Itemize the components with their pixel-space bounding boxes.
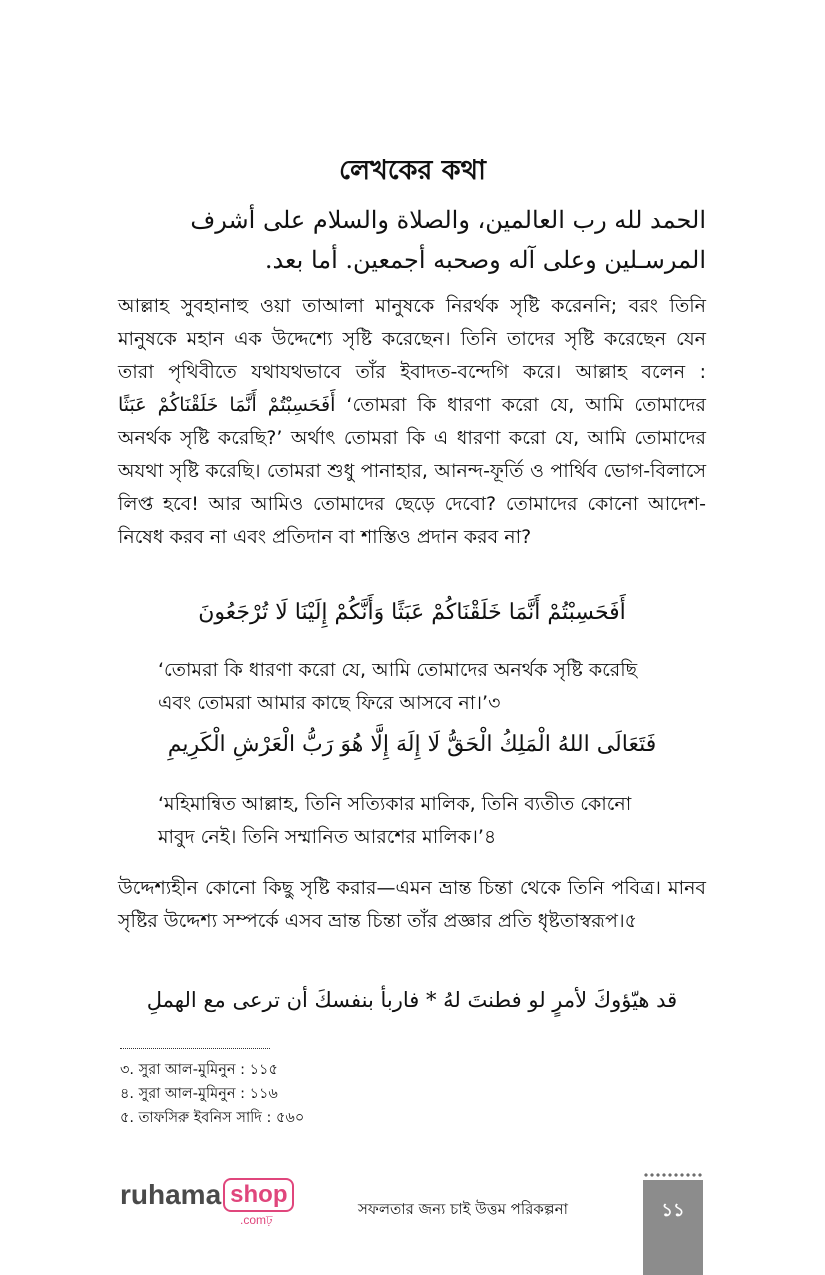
footnote-divider (120, 1048, 270, 1049)
quran-quote-2-arabic: فَتَعَالَى اللهُ الْمَلِكُ الْحَقُّ لَا إِلَهَ إِلَّا هُوَ رَبُّ الْعَرْشِ الْكَرِيمِ (167, 732, 657, 757)
footnotes (120, 1058, 520, 1130)
page-number-tab (643, 1180, 703, 1275)
page-title: লেখকের কথা (339, 155, 486, 186)
body-paragraph-2: উদ্দেশ্যহীন কোনো কিছু সৃষ্টি করার—এমন ভ্রান্ত চিন্তা থেকে তিনি পবিত্র। মানব সৃষ্টির উদ্দেশ্য সম্পর্কে এসব ভ্রান্ত চিন্তা তাঁর প্রজ্ঞার প্রতি ধৃষ্টতাস্বরূপ।৫ (118, 877, 706, 932)
page-number: ১১ (661, 1200, 685, 1221)
quran-quote-2-translation: ‘মহিমান্বিত আল্লাহ, তিনি সত্যিকার মালিক, তিনি ব্যতীত কোনো মাবুদ নেই। তিনি সম্মানিত আরশের মালিক।’৪ (158, 793, 632, 848)
logo-shop-badge: shop (223, 1178, 294, 1212)
arabic-introduction: الحمد لله رب العالمين، والصلاة والسلام على أشرف المرسـلين وعلى آله وصحبه أجمعين. أما بعد. (190, 206, 706, 274)
quran-quote-1-translation: ‘তোমরা কি ধারণা করো যে, আমি তোমাদের অনর্থক সৃষ্টি করেছি এবং তোমরা আমার কাছে ফিরে আসবে না।’৩ (158, 659, 638, 714)
logo-domain: .comঢ় (240, 1213, 273, 1227)
footnote-5: ৫. তাফসিরু ইবনিস সাদি : ৫৬০ (120, 1110, 305, 1126)
logo-wordmark: ruhama (120, 1179, 222, 1210)
running-head: সফলতার জন্য চাই উত্তম পরিকল্পনা (358, 1200, 568, 1218)
quran-quote-1-arabic: أَفَحَسِبْتُمْ أَنَّمَا خَلَقْنَاكُمْ عَبَثًا وَأَنَّكُمْ إِلَيْنَا لَا تُرْجَعُونَ (198, 600, 626, 625)
page-tab-dots (643, 1172, 703, 1178)
ruhamashop-logo (120, 1178, 294, 1227)
arabic-poem-verse: قد هيّؤوكَ لأمرٍ لو فطنتَ لهُ * فاربأ بنفسكَ أن ترعى مع الهملِ (146, 988, 678, 1012)
footnote-3: ৩. সুরা আল-মুমিনুন : ১১৫ (120, 1062, 278, 1078)
footnote-4: ৪. সুরা আল-মুমিনুন : ১১৬ (120, 1086, 278, 1102)
body-paragraph-1: আল্লাহ সুবহানাহু ওয়া তাআলা মানুষকে নিরর্থক সৃষ্টি করেননি; বরং তিনি মানুষকে মহান এক উদ্দেশ্যে সৃষ্টি করেছেন। তিনি তাদের সৃষ্টি করেছেন যেন তারা পৃথিবীতে যথাযথভাবে তাঁর ইবাদত-বন্দেগি করে। আল্লাহ বলেন : أَفَحَسِبْتُمْ أَنَّمَا خَلَقْنَاكُمْ عَبَثًا ‘তোমরা কি ধারণা করো যে, আমি তোমাদের অনর্থক সৃষ্টি করেছি?’ অর্থাৎ তোমরা কি এ ধারণা করো যে, আমি তোমাদের অযথা সৃষ্টি করেছি। তোমরা শুধু পানাহার, আনন্দ-ফূর্তি ও পার্থিব ভোগ-বিলাসে লিপ্ত হবে! আর আমিও তোমাদের ছেড়ে দেবো? তোমাদের কোনো আদেশ-নিষেধ করব না এবং প্রতিদান বা শাস্তিও প্রদান করব না? (118, 295, 706, 548)
